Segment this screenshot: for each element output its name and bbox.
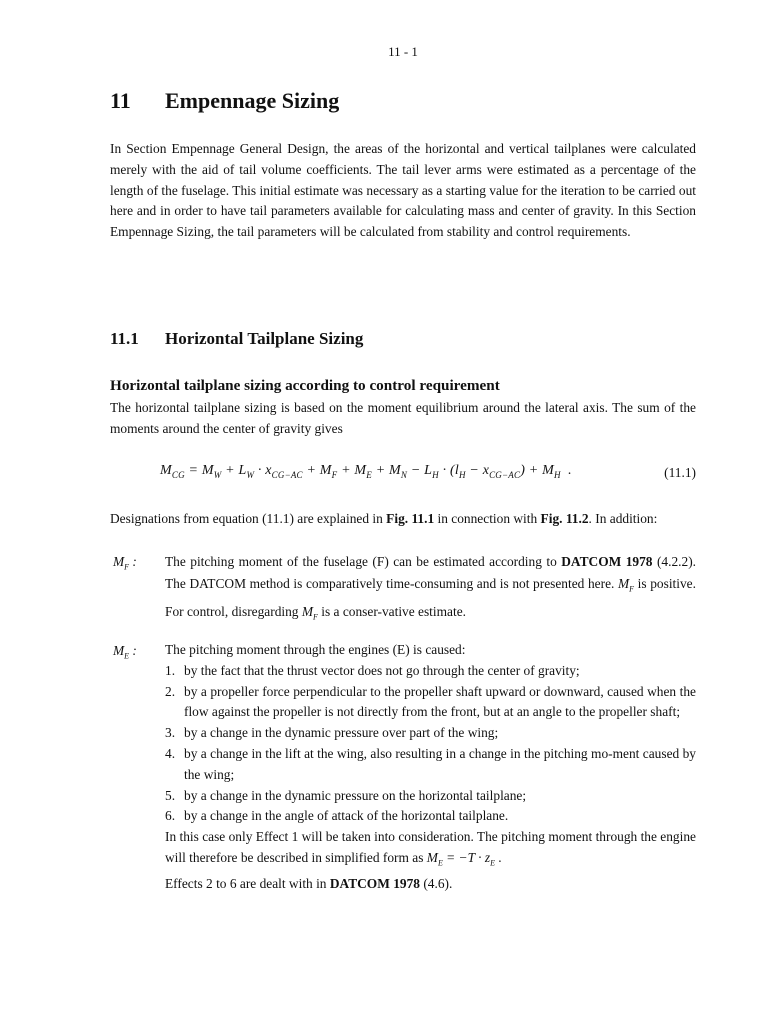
mf-text-2: (4.2.2). The DATCOM method is comparatively time-consuming and is not presented here. bbox=[165, 554, 696, 591]
figure-ref-2: Fig. 11.2 bbox=[540, 511, 589, 526]
effect-number: 5. bbox=[165, 787, 176, 803]
effect-number: 3. bbox=[165, 725, 176, 741]
effect-item bbox=[165, 806, 696, 827]
me-intro: The pitching moment through the engines (E) is caused: bbox=[165, 642, 466, 657]
me-closing-text: In this case only Effect 1 will be taken into consideration. The pitching moment through the engine will therefore be described in simplified form as bbox=[165, 829, 696, 865]
effect-item bbox=[165, 723, 696, 744]
effects-list bbox=[165, 661, 696, 827]
effect-text: by a propeller force perpendicular to the propeller shaft upward or downward, caused when the flow against the propeller is not directly from the front, but at an angle to the propeller shaft; bbox=[184, 683, 696, 720]
inline-mf: $M_F$ bbox=[618, 576, 635, 594]
effect-number: 2. bbox=[165, 683, 176, 699]
me-closing-text-3: (4.6). bbox=[420, 876, 453, 892]
section-number: 11.1 bbox=[110, 329, 139, 348]
chapter-title: Empennage Sizing bbox=[165, 88, 340, 113]
symbol-mf: $M_F$ : bbox=[113, 554, 137, 572]
inline-me-formula: $M_E = -T \cdot z_E$ bbox=[426, 849, 495, 868]
section-heading bbox=[110, 329, 363, 349]
effect-item bbox=[165, 682, 696, 724]
definition-me-body bbox=[165, 640, 696, 895]
effect-item bbox=[165, 661, 696, 682]
effect-text: by a change in the dynamic pressure over part of the wing; bbox=[184, 725, 499, 741]
symbol-me: $M_E$ : bbox=[113, 643, 137, 661]
mf-text-4: is a conser-vative estimate. bbox=[317, 603, 466, 619]
moment-equation bbox=[110, 463, 696, 489]
effect-number: 1. bbox=[165, 662, 176, 678]
section-title: Horizontal Tailplane Sizing bbox=[165, 329, 364, 348]
designations-text-post: . In addition: bbox=[588, 511, 658, 526]
chapter-heading bbox=[110, 88, 339, 114]
datcom-ref-2: DATCOM 1978 bbox=[329, 876, 420, 892]
me-closing: In this case only Effect 1 will be taken into consideration. The pitching moment through the engine will therefore be described in simplified form as $M_E = -T \cdot z_E$ . Effects 2 to 6 are dealt with in DATCOM 1978 (4.6). bbox=[165, 829, 696, 892]
equation-formula: $M_{CG} = M_W + L_W \cdot x_{CG-AC} + M_F + M_E + M_N - L_H \cdot (l_H - x_{CG-AC}) + M_H$ . bbox=[160, 463, 572, 480]
effect-number: 6. bbox=[165, 808, 176, 824]
designations-text-mid: in connection with bbox=[434, 511, 541, 526]
me-closing-text-2: Effects 2 to 6 are dealt with in bbox=[165, 876, 330, 892]
page-number: 11 - 1 bbox=[388, 44, 418, 59]
mf-text-3: is positive. For control, disregarding bbox=[165, 576, 696, 619]
designations-paragraph bbox=[110, 509, 696, 530]
effect-text: by a change in the dynamic pressure on the horizontal tailplane; bbox=[184, 787, 527, 803]
chapter-number: 11 bbox=[110, 88, 131, 113]
effect-number: 4. bbox=[165, 745, 176, 761]
effect-text: by the fact that the thrust vector does not go through the center of gravity; bbox=[184, 662, 580, 678]
figure-ref-1: Fig. 11.1 bbox=[386, 511, 435, 526]
effect-item bbox=[165, 744, 696, 786]
effect-item bbox=[165, 786, 696, 807]
effect-text: by a change in the lift at the wing, also resulting in a change in the pitching mo-ment caused by the wing; bbox=[184, 745, 696, 782]
inline-mf-2: $M_F$ bbox=[301, 603, 318, 622]
mf-text-1: The pitching moment of the fuselage (F) can be estimated according to bbox=[165, 554, 562, 569]
control-paragraph: The horizontal tailplane sizing is based on the moment equilibrium around the lateral axis. The sum of the moments around the center of gravity gives bbox=[110, 400, 696, 436]
equation-number: (11.1) bbox=[664, 465, 696, 480]
effect-text: by a change in the angle of attack of the horizontal tailplane. bbox=[184, 808, 509, 824]
datcom-ref: DATCOM 1978 bbox=[561, 554, 653, 569]
designations-text: Designations from equation (11.1) are explained in bbox=[110, 511, 387, 526]
definition-mf-body bbox=[165, 551, 696, 628]
intro-paragraph: In Section Empennage General Design, the areas of the horizontal and vertical tailplanes were calculated merely with the aid of tail volume coefficients. The tail lever arms were estimated as a percentage of the length of the fuselage. This initial estimate was necessary as a starting value for the iteration to be carried out here and in order to have tail parameters available for calculating mass and center of gravity. In this Section Empennage Sizing, the tail parameters will be calculated from stability and control requirements. bbox=[110, 141, 696, 240]
subsection-heading: Horizontal tailplane sizing according to control requirement bbox=[110, 377, 500, 394]
